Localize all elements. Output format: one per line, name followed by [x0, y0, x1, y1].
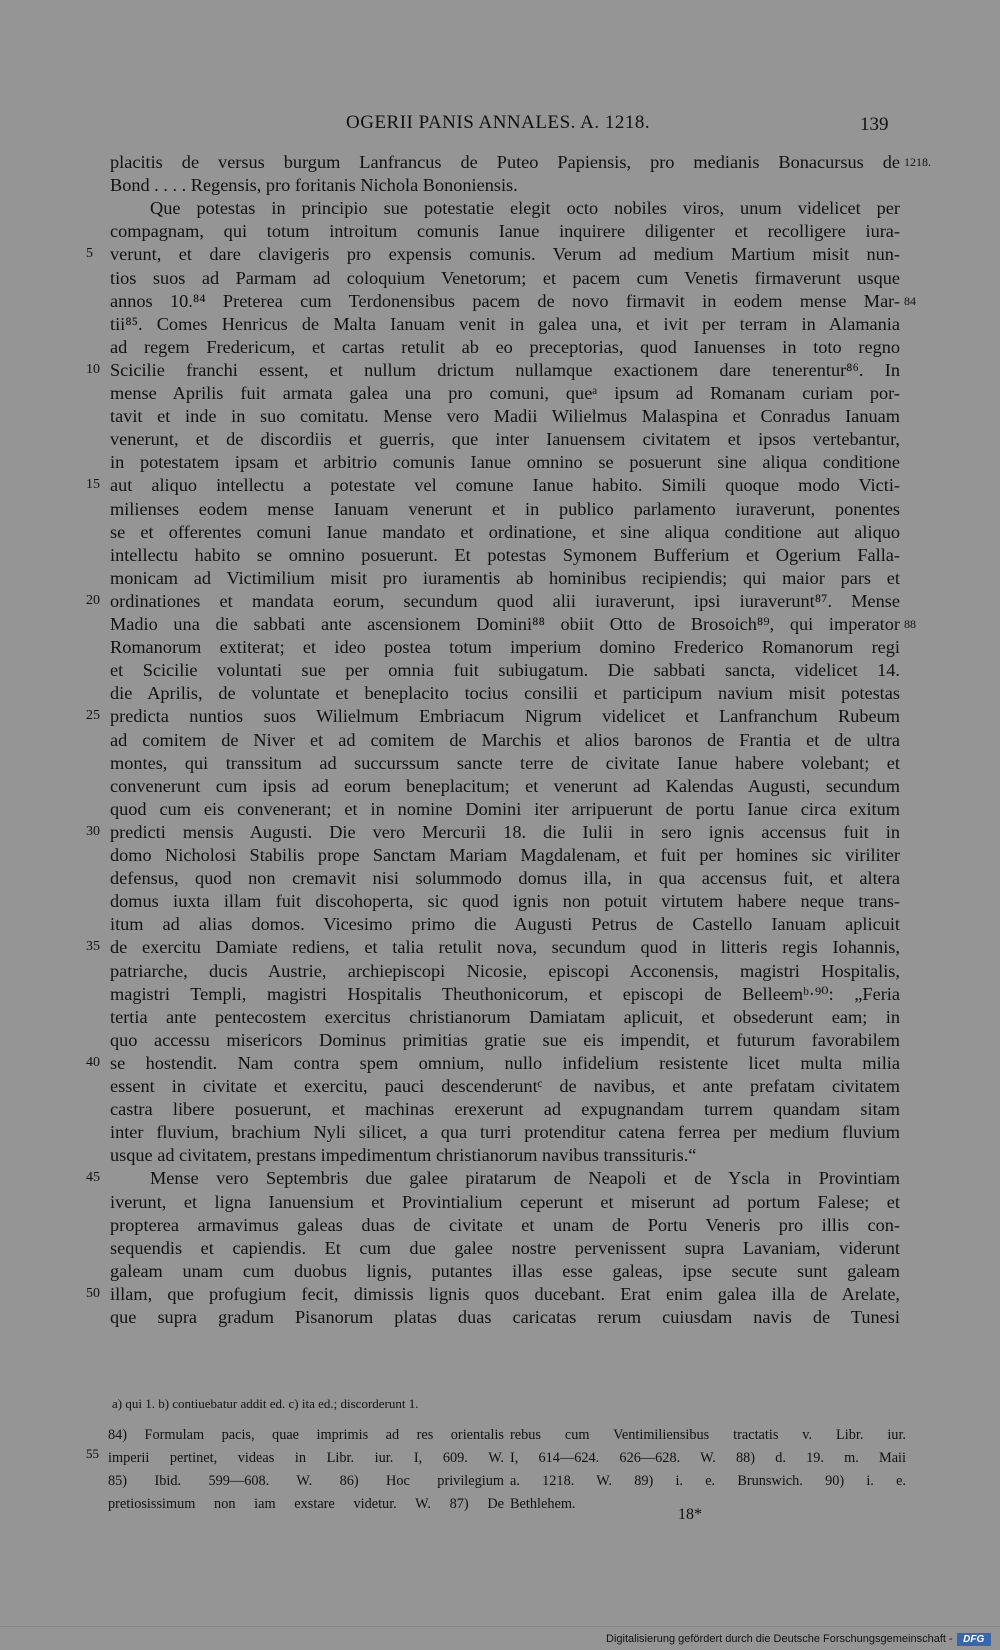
- page-number: 139: [860, 114, 889, 135]
- text-line: ad regem Fredericum, et cartas retulit ab eo preceptorias, quod Ianuenses in toto regno: [110, 337, 900, 357]
- text-line: et Scicilie voluntati sue per omnia fuit subiugatum. Die sabbati sancta, videlicet 14.: [110, 660, 900, 680]
- text-line: mense Aprilis fuit armata galea una pro comuni, queᵃ ipsum ad Romanam curiam por-: [110, 383, 900, 403]
- text-line: annos 10.⁸⁴ Preterea cum Terdonensibus pacem de novo firmavit in eodem mense Mar-: [110, 291, 900, 311]
- text-line: patriarche, ducis Austrie, archiepiscopi Nicosie, episcopi Acconensis, magistri Hospitalis,: [110, 961, 900, 981]
- sheet-signature: 18*: [678, 1506, 702, 1523]
- text-line: sequendis et capiendis. Et cum due galee nostre pervenissent supra Lavaniam, viderunt: [110, 1238, 900, 1258]
- text-line: que supra gradum Pisanorum platas duas caricatas rerum cuiusdam navis de Tunesi: [110, 1307, 900, 1327]
- text-line: galeam unam cum duobus lignis, putantes illas esse galeas, ipse secute sunt galeam: [110, 1261, 900, 1281]
- text-line: monicam ad Victimilium misit pro iuramentis ab hominibus recipiendis; qui maior pars et: [110, 568, 900, 588]
- credit-text: Digitalisierung gefördert durch die Deutsche Forschungsgemeinschaft -: [606, 1633, 953, 1645]
- text-line: quod cum eis convenerant; et in nomine Domini iter arripuerunt de portu Ianue circa exitum: [110, 799, 900, 819]
- footnote-line: pretiosissimum non iam exstare videtur. W. 87) De: [108, 1496, 504, 1512]
- footnote-line: I, 614—624. 626—628. W. 88) d. 19. m. Maii: [510, 1450, 906, 1466]
- line-number: 40: [86, 1055, 100, 1070]
- footnote-line: 85) Ibid. 599—608. W. 86) Hoc privilegium: [108, 1473, 504, 1489]
- text-line: die Aprilis, de voluntate et beneplacito tocius consilii et participum navium misit potestas: [110, 683, 900, 703]
- text-line: domus iuxta illam fuit discohoperta, sic quod ignis non potuit virtutem habere neque trans-: [110, 891, 900, 911]
- margin-note: 84: [904, 294, 916, 308]
- critical-apparatus: a) qui 1. b) contiuebatur addit ed. c) ita ed.; discorderunt 1.: [112, 1396, 419, 1411]
- text-line: milienses eodem mense Ianuam venerunt et in publico parlamento iuraverunt, ponentes: [110, 499, 900, 519]
- text-line: ad comitem de Niver et ad comitem de Marchis et alios baronos de Frantia et de ultra: [110, 730, 900, 750]
- footnote-line: 84) Formulam pacis, quae imprimis ad res orientalis: [108, 1427, 504, 1443]
- footnote-line: imperii pertinet, videas in Libr. iur. I, 609. W.: [108, 1450, 504, 1466]
- text-line: se hostendit. Nam contra spem omnium, nullo infidelium resistente licet multa milia: [110, 1053, 900, 1073]
- margin-note: 1218.: [904, 155, 931, 169]
- text-line: montes, qui transsitum ad succurssum sancte terre de civitate Ianue habere volebant; et: [110, 753, 900, 773]
- text-line: venerunt, et de discordiis et guerris, que inter Ianuensem civitatem et ipsos vertebantur,: [110, 429, 900, 449]
- line-number: 50: [86, 1286, 100, 1301]
- footer-divider: [0, 1626, 1000, 1627]
- running-title: OGERII PANIS ANNALES. A. 1218.: [346, 112, 651, 133]
- text-line: propterea armavimus galeas duas de civitate et unam de Portu Veneris pro illis con-: [110, 1215, 900, 1235]
- text-line: Mense vero Septembris due galee piratarum de Neapoli et de Yscla in Provintiam: [150, 1168, 900, 1188]
- text-line: predicti mensis Augusti. Die vero Mercurii 18. die Iulii in sero ignis accensus fuit in: [110, 822, 900, 842]
- footnote-line: Bethlehem.: [510, 1496, 576, 1512]
- text-line: quo accessu misericors Dominus primitias gratie sue eis impendit, et futurum favorabilem: [110, 1030, 900, 1050]
- text-line: convenerunt cum ipsis ad eorum beneplacitum; et venerunt ad Kalendas Augusti, secundum: [110, 776, 900, 796]
- text-line: domo Nicholosi Stabilis prope Sanctam Mariam Magdalenam, et fuit per homines sic viriliter: [110, 845, 900, 865]
- line-number: 5: [86, 246, 93, 261]
- footnote-column-right: [510, 1424, 906, 1516]
- text-line: Scicilie franchi essent, et nullum drictum nullamque exactionem dare tenerentur⁸⁶. In: [110, 360, 900, 380]
- running-header: [0, 112, 1000, 140]
- text-line: essent in civitate et exercitu, pauci descenderuntᶜ de navibus, et ante prefatam civitatem: [110, 1076, 900, 1096]
- text-line: magistri Templi, magistri Hospitalis Theuthonicorum, et episcopi de Belleemᵇ·⁹⁰: „Feria: [110, 984, 900, 1004]
- text-line: castra libere posuerunt, et machinas erexerunt ad expugnandam turrem quandam sitam: [110, 1099, 900, 1119]
- text-line: placitis de versus burgum Lanfrancus de Puteo Papiensis, pro medianis Bonacursus de: [110, 152, 900, 172]
- text-line: Romanorum extiterat; et ideo postea totum imperium domino Frederico Romanorum regi: [110, 637, 900, 657]
- text-line: defensus, quod non cremavit nisi solummodo domus illa, in qua accensus fuit, et altera: [110, 868, 900, 888]
- text-line: verunt, et dare clavigeris pro expensis comunis. Verum ad medium Martium misit nun-: [110, 244, 900, 264]
- footnote-line: rebus cum Ventimiliensibus tractatis v. Libr. iur.: [510, 1427, 906, 1443]
- text-line: itum ad alias domos. Vicesimo primo die Augusti Petrus de Castello Ianuam aplicuit: [110, 914, 900, 934]
- text-line: se et offerentes comuni Ianue mandato et ordinatione, et sine aliqua conditione aut aliquo: [110, 522, 900, 542]
- text-line: predicta nuntios suos Wilielmum Embriacum Nigrum videlicet et Lanfranchum Rubeum: [110, 706, 900, 726]
- text-line: iverunt, et ligna Ianuensium et Provintialium ceperunt et miserunt ad portum Falese; et: [110, 1192, 900, 1212]
- text-line: Que potestas in principio sue potestatie elegit octo nobiles viros, unum videlicet per: [150, 198, 900, 218]
- text-line: Madio una die sabbati ante ascensionem Domini⁸⁸ obiit Otto de Brosoich⁸⁹, qui imperator: [110, 614, 900, 634]
- line-number: 30: [86, 824, 100, 839]
- text-line: usque ad civitatem, prestans impedimentum christianorum navibus transsituris.“: [110, 1145, 697, 1165]
- text-line: tios suos ad Parmam ad coloquium Venetorum; et pacem cum Venetis firmaverunt usque: [110, 268, 900, 288]
- text-line: in potestatem ipsam et arbitrio comunis Ianue omnino se posuerunt sine aliqua conditione: [110, 452, 900, 472]
- text-line: tii⁸⁵. Comes Henricus de Malta Ianuam venit in galea una, et ivit per terram in Alamania: [110, 314, 900, 334]
- footnote-column-left: [108, 1424, 504, 1516]
- line-number: 45: [86, 1170, 100, 1185]
- text-line: intellectu habito se omnino posuerunt. Et potestas Symonem Bufferium et Ogerium Falla-: [110, 545, 900, 565]
- line-number: 25: [86, 708, 100, 723]
- text-line: Bond . . . . Regensis, pro foritanis Nichola Bononiensis.: [110, 175, 518, 195]
- line-number: 20: [86, 593, 100, 608]
- footnote-line-number: 55: [86, 1446, 99, 1461]
- line-number: 10: [86, 362, 100, 377]
- digitization-credit: [606, 1630, 991, 1648]
- text-line: aut aliquo intellectu a potestate vel comune Ianue habito. Simili quoque modo Victi-: [110, 475, 900, 495]
- dfg-logo: DFG: [957, 1633, 991, 1646]
- text-line: tertia ante pentecostem exercitus christianorum Damiatam aplicuit, et obsederunt eam; in: [110, 1007, 900, 1027]
- line-number: 15: [86, 477, 100, 492]
- margin-note: 88: [904, 617, 916, 631]
- footnote-line: a. 1218. W. 89) i. e. Brunswich. 90) i. e.: [510, 1473, 906, 1489]
- text-line: compagnam, qui totum introitum comunis Ianue inquirere diligenter et recolligere iura-: [110, 221, 900, 241]
- line-number: 35: [86, 939, 100, 954]
- text-line: tavit et inde in suo comitatu. Mense vero Madii Wilielmus Malaspina et Conradus Ianuam: [110, 406, 900, 426]
- text-line: illam, que profugium fecit, dimissis lignis quos ducebant. Erat enim galea illa de Arelate,: [110, 1284, 900, 1304]
- text-line: inter fluvium, brachium Nyli silicet, a qua turri protenditur catena ferrea per medium fluvium: [110, 1122, 900, 1142]
- text-line: de exercitu Damiate rediens, et talia retulit nova, secundum quod in litteris regis Iohannis,: [110, 937, 900, 957]
- text-line: ordinationes et mandata eorum, secundum quod alii iuraverunt, ipsi iuraverunt⁸⁷. Mense: [110, 591, 900, 611]
